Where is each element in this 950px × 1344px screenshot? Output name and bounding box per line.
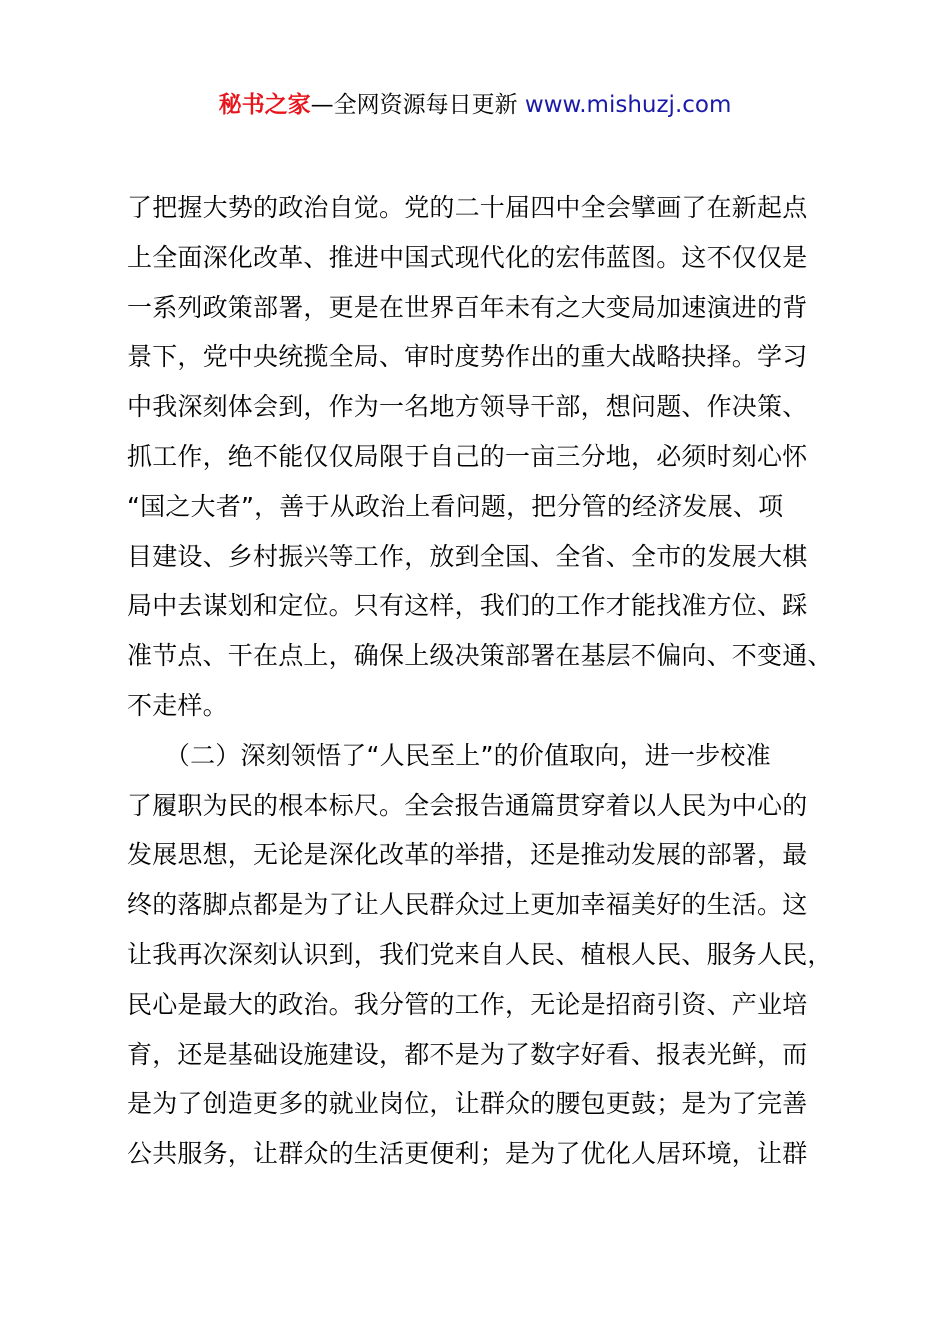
text-line: 育，还是基础设施建设，都不是为了数字好看、报表光鲜，而 (127, 1039, 808, 1069)
page-header (0, 88, 950, 122)
text-line: “国之大者”，善于从政治上看问题，把分管的经济发展、项 (127, 491, 784, 521)
brand-name: 秘书之家 (218, 92, 311, 118)
text-line: 终的落脚点都是为了让人民群众过上更加幸福美好的生活。这 (127, 890, 808, 920)
text-line: 准节点、干在点上，确保上级决策部署在基层不偏向、不变通、 (127, 641, 833, 671)
text-line: 局中去谋划和定位。只有这样，我们的工作才能找准方位、踩 (127, 591, 808, 621)
section-heading-line: （二）深刻领悟了“人民至上”的价值取向，进一步校准 (127, 740, 771, 770)
text-line: 抓工作，绝不能仅仅局限于自己的一亩三分地，必须时刻心怀 (127, 441, 808, 471)
text-line: 发展思想，无论是深化改革的举措，还是推动发展的部署，最 (127, 840, 808, 870)
text-line: 公共服务，让群众的生活更便利；是为了优化人居环境，让群 (127, 1139, 808, 1169)
text-line: 中我深刻体会到，作为一名地方领导干部，想问题、作决策、 (127, 392, 808, 422)
document-body (127, 183, 867, 1179)
text-line: 让我再次深刻认识到，我们党来自人民、植根人民、服务人民， (127, 939, 833, 969)
text-line: 景下，党中央统揽全局、审时度势作出的重大战略抉择。学习 (127, 342, 808, 372)
text-line: 民心是最大的政治。我分管的工作，无论是招商引资、产业培 (127, 989, 808, 1019)
text-line: 上全面深化改革、推进中国式现代化的宏伟蓝图。这不仅仅是 (127, 242, 808, 272)
site-url: www.mishuzj.com (524, 92, 732, 118)
text-line: 目建设、乡村振兴等工作，放到全国、全省、全市的发展大棋 (127, 541, 808, 571)
text-line: 一系列政策部署，更是在世界百年未有之大变局加速演进的背 (127, 292, 808, 322)
text-line: 了把握大势的政治自觉。党的二十届四中全会擘画了在新起点 (127, 193, 808, 222)
text-line: 了履职为民的根本标尺。全会报告通篇贯穿着以人民为中心的 (127, 790, 808, 820)
text-line: 是为了创造更多的就业岗位，让群众的腰包更鼓；是为了完善 (127, 1089, 808, 1119)
header-tagline: —全网资源每日更新 (310, 92, 518, 118)
text-line: 不走样。 (127, 690, 228, 720)
